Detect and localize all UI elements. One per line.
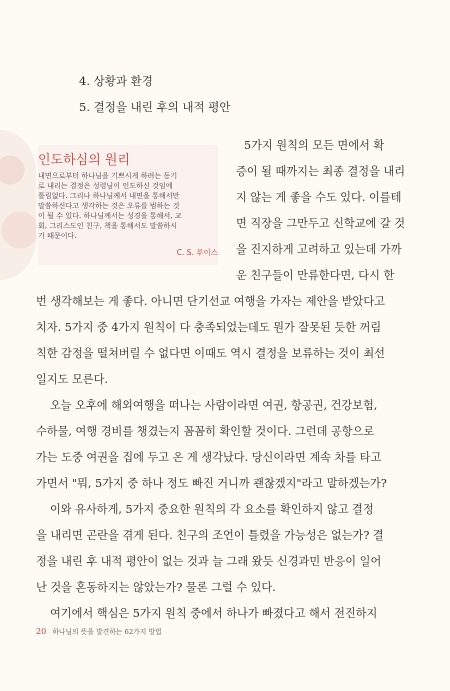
principle-list: [79, 68, 230, 120]
body-line: 5가지 원칙의 모든 면에서 확: [244, 139, 385, 152]
page-number: 20: [36, 627, 47, 636]
sidebox-line: 로 내리는 결정은 성령님이 인도하신 것임에: [38, 181, 173, 190]
list-item: 5. 결정을 내린 후의 내적 평안: [79, 100, 231, 114]
body-line: 오늘 오후에 해외여행을 떠나는 사람이라면 여권, 항공권, 건강보험,: [50, 399, 378, 412]
quote-author: C. S. 루이스: [176, 248, 218, 257]
decorative-ornament: [0, 130, 36, 280]
body-line: 칙한 감정을 떨쳐버릴 수 없다면 이때도 역시 결정을 보류하는 것이 최선: [36, 347, 385, 360]
sidebox-line: 말씀하신다고 생각하는 것은 오류를 범하는 것: [38, 201, 180, 210]
body-line: 여기에서 핵심은 5가지 원칙 중에서 하나가 빠졌다고 해서 전진하지: [50, 607, 378, 620]
sidebox-body: [38, 171, 216, 241]
body-line: 수하물, 여행 경비를 챙겼는지 꼼꼼히 확인할 것이다. 그런데 공항으로: [36, 425, 375, 438]
sidebox-line: 회, 그리스도인 친구, 책을 통해서도 말씀하시: [38, 221, 178, 230]
body-line: 치자. 5가지 중 4가지 원칙이 다 충족되었는데도 뭔가 잘못된 듯한 꺼림: [36, 321, 382, 334]
body-line: 을 내리면 곤란을 겪게 된다. 친구의 조언이 틀렸을 가능성은 없는가? 결: [36, 529, 384, 542]
body-line: 면 직장을 그만두고 신학교에 갈 것: [236, 217, 406, 230]
list-item: 4. 상황과 환경: [79, 74, 153, 88]
sidebox-title: 인도하심의 원리: [38, 153, 131, 168]
body-line: 이와 유사하게, 5가지 중요한 원칙의 각 요소를 확인하지 않고 결정: [50, 503, 374, 516]
quote-sidebox: [38, 145, 218, 265]
book-title: 하나님의 뜻을 발견하는 62가지 방법: [52, 628, 162, 636]
body-line: 지 않는 게 좋을 수도 있다. 이를테: [236, 191, 402, 204]
body-line: 일지도 모른다.: [36, 373, 108, 386]
body-line: 증이 될 때까지는 최종 결정을 내리: [236, 165, 406, 178]
sidebox-line: 이 될 수 있다. 하나님께서는 성경을 통해서, 교: [38, 211, 182, 220]
body-line: 정을 내린 후 내적 평안이 없는 것과 늘 그래 왔듯 신경과민 반응이 일어: [36, 555, 382, 568]
sidebox-line: 기 때문이다.: [38, 231, 77, 240]
body-line: 운 친구들이 만류한다면, 다시 한: [236, 269, 395, 282]
body-line: 가는 도중 여권을 집에 두고 온 게 생각났다. 당신이라면 계속 차를 타고: [36, 451, 382, 464]
sidebox-line: 틀림없다. 그리나 하나님께서 내면을 통해서만: [38, 191, 180, 200]
body-line: 을 진지하게 고려하고 있는데 가까: [236, 243, 402, 256]
sidebox-line: 내면으로부터 하나님을 기쁘시게 하려는 동기: [38, 171, 178, 180]
body-line: 난 것을 혼동하지는 않았는가? 물론 그럴 수 있다.: [36, 581, 276, 594]
body-line: 가면서 "뭐, 5가지 중 하나 정도 빠진 거니까 괜찮겠지"라고 말하겠는가?: [36, 477, 387, 490]
page-footer: [36, 626, 162, 636]
body-line: 번 생각해보는 게 좋다. 아니면 단기선교 여행을 가자는 제안을 받았다고: [36, 295, 385, 308]
